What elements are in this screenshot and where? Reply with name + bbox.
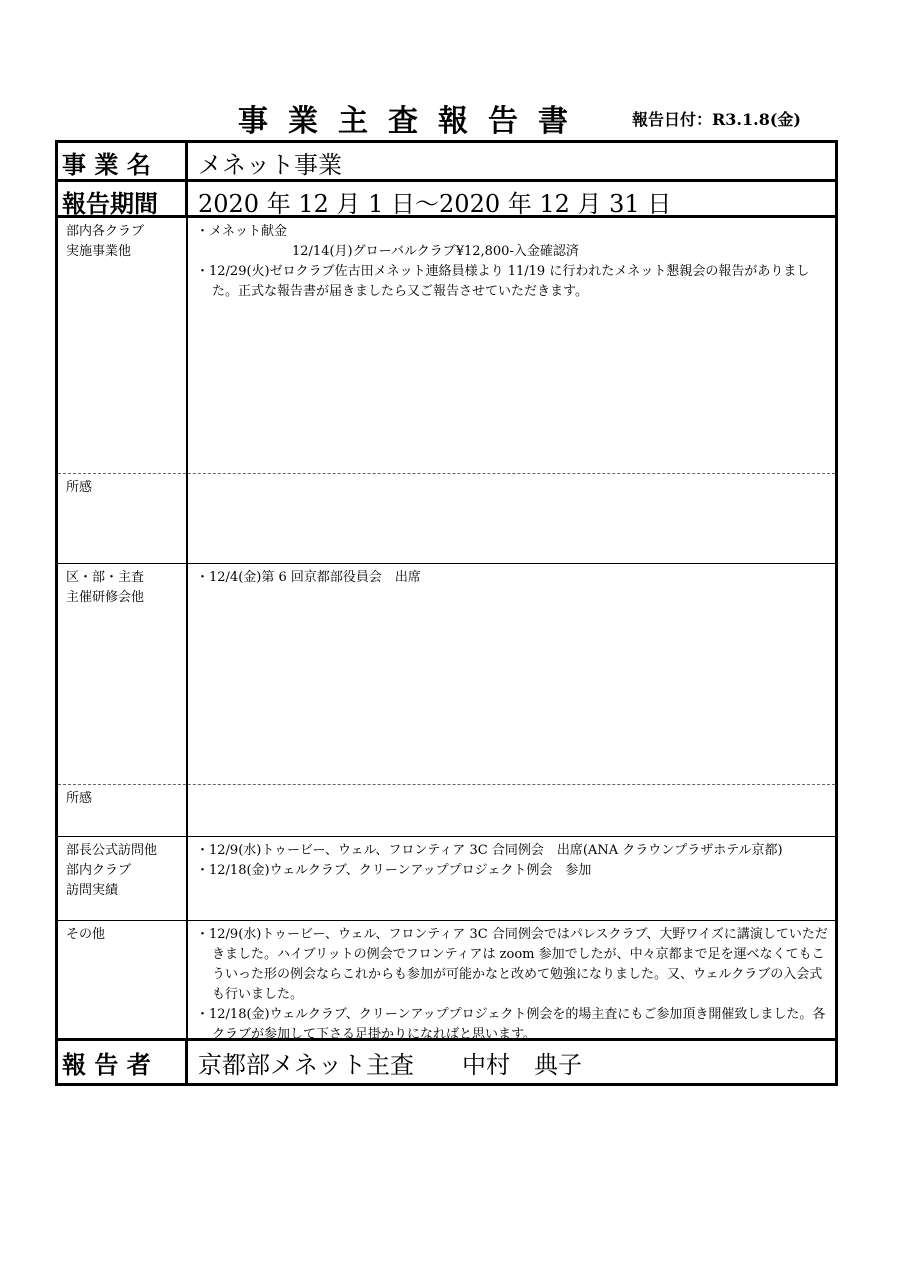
report-period-label: 報告期間 xyxy=(62,190,158,218)
business-name-row xyxy=(58,143,835,179)
list-item: ・12/9(水)トゥービー、ウェル、フロンティア 3C 合同例会ではパレスクラブ、大野ワイズに講演していただきました。ハイブリットの例会でフロンティアは zoom 参加でしたが、中々京都まで足を運べなくてもこういった形の例会ならこれからも参加が可能かなと改めて勉強になりました。又、ウェルクラブの入会式も行いました。 xyxy=(196,927,828,1002)
official-visits-content xyxy=(196,841,829,881)
list-item: ・12/18(金)ウェルクラブ、クリーンアッププロジェクト例会を的場主査にもご参加頂き開催致しました。各クラブが参加して下さる足掛かりになればと思います。 xyxy=(196,1007,826,1042)
seminars-content xyxy=(196,568,829,588)
list-item: ・12/9(水)トゥービー、ウェル、フロンティア 3C 合同例会 出席(ANA クラウンプラザホテル京都) xyxy=(196,843,783,858)
impression-label: 所感 xyxy=(66,791,93,806)
report-period-value: 2020 年 12 月 1 日～2020 年 12 月 31 日 xyxy=(198,190,672,218)
club-activities-content xyxy=(196,222,829,302)
other-content xyxy=(196,925,829,1045)
document-title: 事業主査報告書 xyxy=(238,104,588,139)
official-visits-row xyxy=(58,836,835,921)
seminars-label: 区・部・主査 主催研修会他 xyxy=(66,570,145,605)
list-item: ・12/29(火)ゼロクラブ佐古田メネット連絡員様より 11/19 に行われたメネット懇親会の報告がありました。正式な報告書が届きましたら又ご報告させていただきます。 xyxy=(196,264,810,299)
reporter-row xyxy=(58,1038,835,1083)
report-form xyxy=(55,140,838,1086)
other-row xyxy=(58,920,835,1042)
reporter-label: 報 告 者 xyxy=(62,1051,151,1079)
club-activities-row xyxy=(58,215,835,476)
reporter-value: 京都部メネット主査 中村 典子 xyxy=(198,1051,582,1079)
report-period-row xyxy=(58,179,835,218)
list-item: ・メネット献金 xyxy=(196,224,288,239)
seminars-row xyxy=(58,563,835,785)
official-visits-label: 部長公式訪問他 部内クラブ 訪問実績 xyxy=(66,843,158,898)
business-name-label: 事 業 名 xyxy=(62,151,151,179)
club-activities-label: 部内各クラブ 実施事業他 xyxy=(66,224,145,259)
list-item-detail: 12/14(月)グローバルクラブ¥12,800-入金確認済 xyxy=(292,244,579,259)
impression-row-1 xyxy=(58,473,835,564)
list-item: ・12/18(金)ウェルクラブ、クリーンアッププロジェクト例会 参加 xyxy=(196,863,592,878)
impression-row-2 xyxy=(58,784,835,837)
list-item: ・12/4(金)第 6 回京都部役員会 出席 xyxy=(196,570,421,585)
impression-label: 所感 xyxy=(66,480,93,495)
business-name-value: メネット事業 xyxy=(198,151,342,179)
report-date: 報告日付：R3.1.8(金) xyxy=(632,110,801,129)
other-label: その他 xyxy=(66,927,106,942)
